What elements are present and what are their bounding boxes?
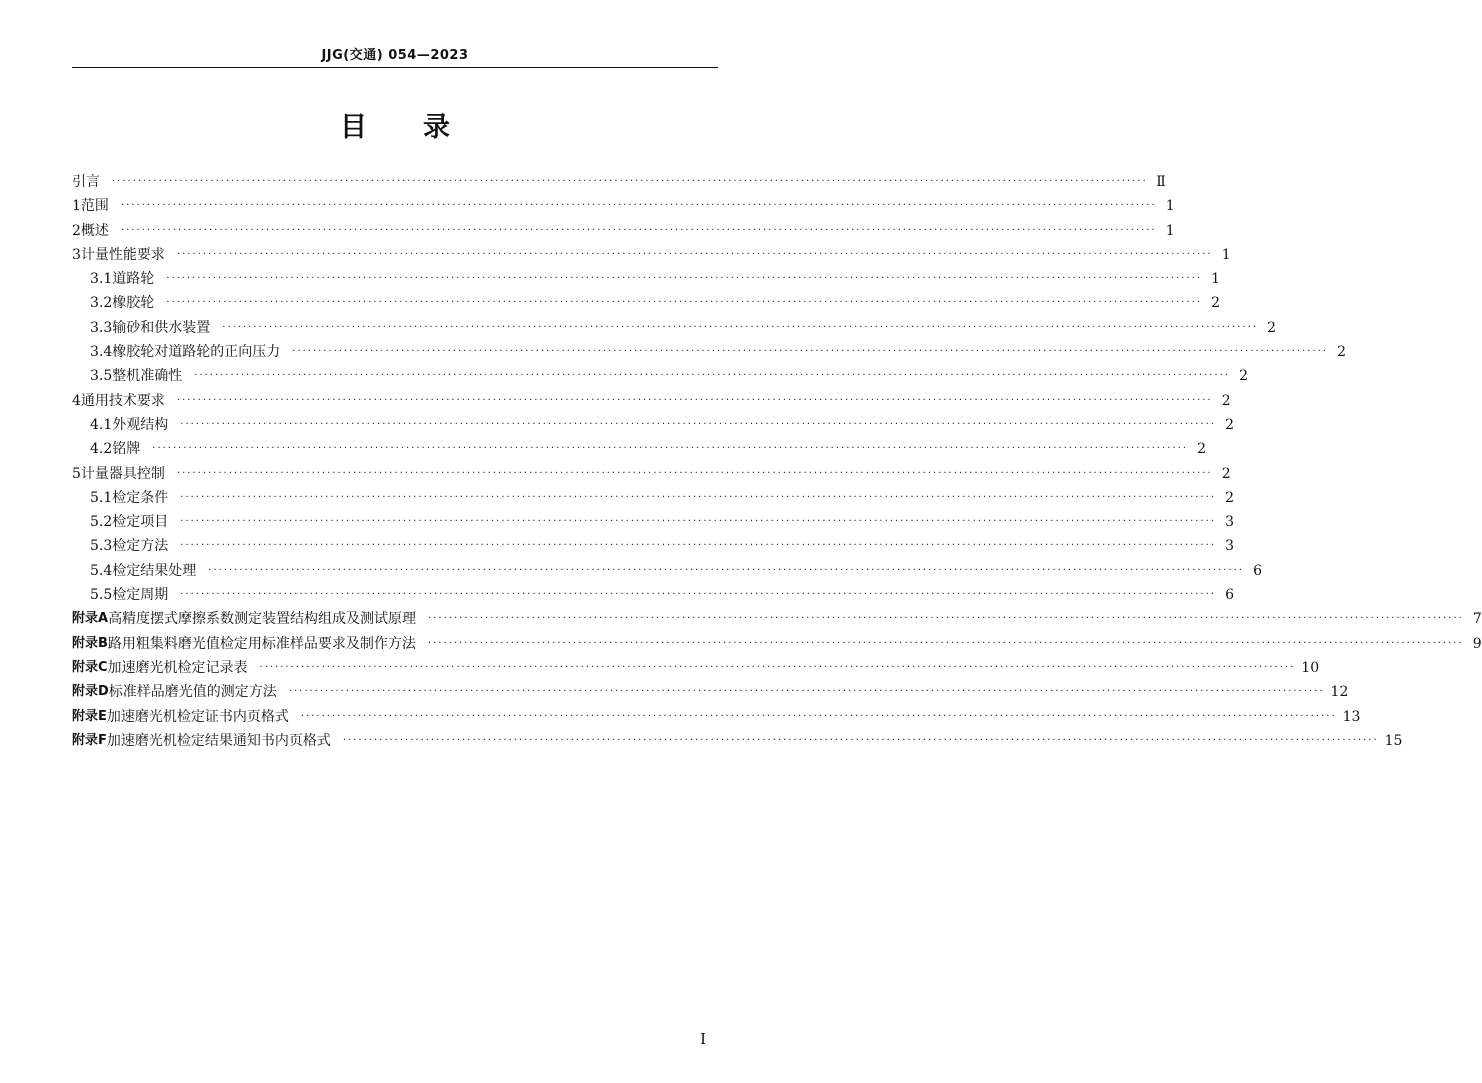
toc-entry-number: 5.5 bbox=[90, 587, 113, 604]
toc-entry-title: 引言 bbox=[72, 174, 100, 190]
toc-entry-title: 检定方法 bbox=[112, 538, 169, 555]
toc-leader-dots: ········································································································································································································ bbox=[259, 661, 1296, 673]
toc-entry-number: 3.2 bbox=[90, 295, 113, 312]
toc-entry-number: 2 bbox=[72, 222, 81, 239]
toc-entry[interactable] bbox=[72, 510, 1235, 534]
toc-entry-page: 2 bbox=[1239, 368, 1249, 385]
toc-entry-page: 13 bbox=[1342, 708, 1361, 725]
toc-entry-page: 2 bbox=[1221, 465, 1231, 482]
toc-entry-number: 3.3 bbox=[90, 319, 113, 336]
document-code-header: JJG(交通) 054—2023 bbox=[321, 48, 469, 63]
toc-entry-title: 标准样品磨光值的测定方法 bbox=[108, 684, 277, 701]
toc-entry[interactable] bbox=[72, 389, 1231, 413]
toc-entry[interactable] bbox=[72, 656, 1320, 680]
toc-entry-number: 附录A bbox=[72, 611, 109, 627]
toc-entry-number: 附录D bbox=[72, 684, 109, 700]
page-title bbox=[0, 105, 790, 144]
toc-entry-title: 橡胶轮对道路轮的正向压力 bbox=[112, 344, 281, 361]
toc-entry-title: 加速磨光机检定结果通知书内页格式 bbox=[106, 732, 331, 749]
toc-entry-number: 4 bbox=[72, 392, 81, 409]
toc-entry-page: 10 bbox=[1301, 659, 1320, 676]
toc-entry-number: 5.1 bbox=[90, 489, 113, 506]
toc-entry[interactable] bbox=[72, 583, 1235, 607]
toc-leader-dots: ········································································································································································································ bbox=[428, 613, 1464, 625]
toc-leader-dots: ········································································································································································································ bbox=[288, 686, 1325, 698]
toc-entry-title: 输砂和供水装置 bbox=[112, 319, 211, 336]
toc-entry-page: 2 bbox=[1211, 295, 1221, 312]
toc-entry-title: 整机准确性 bbox=[112, 368, 183, 385]
toc-entry-number: 附录B bbox=[72, 635, 108, 651]
toc-entry-title: 范围 bbox=[80, 198, 109, 215]
toc-entry-page: 15 bbox=[1384, 732, 1403, 749]
toc-entry-page: 1 bbox=[1221, 246, 1231, 263]
toc-entry-title: 橡胶轮 bbox=[112, 295, 155, 312]
toc-leader-dots: ········································································································································································································ bbox=[300, 710, 1337, 722]
toc-entry-title: 计量性能要求 bbox=[80, 246, 165, 263]
toc-entry[interactable] bbox=[72, 194, 1175, 218]
toc-entry-number: 附录C bbox=[72, 659, 108, 675]
toc-entry-title: 概述 bbox=[80, 222, 109, 239]
toc-leader-dots: ········································································································································································································ bbox=[112, 176, 1148, 187]
toc-entry[interactable] bbox=[72, 219, 1175, 243]
toc-leader-dots: ········································································································································································································ bbox=[208, 564, 1245, 576]
toc-entry[interactable] bbox=[72, 170, 1166, 194]
title-char-2: 录 bbox=[423, 112, 450, 143]
toc-entry-title: 检定结果处理 bbox=[112, 562, 197, 579]
toc-entry[interactable] bbox=[72, 340, 1347, 364]
toc-entry-title: 加速磨光机检定记录表 bbox=[107, 659, 248, 676]
toc-entry-title: 计量器具控制 bbox=[80, 465, 165, 482]
toc-leader-dots: ········································································································································································································ bbox=[180, 516, 1217, 528]
toc-entry-title: 路用粗集料磨光值检定用标准样品要求及制作方法 bbox=[107, 635, 416, 652]
toc-entry-number: 3.5 bbox=[90, 368, 113, 385]
toc-entry[interactable] bbox=[72, 486, 1235, 510]
toc-leader-dots: ········································································································································································································ bbox=[176, 467, 1213, 479]
toc-entry-page: 3 bbox=[1225, 538, 1235, 555]
toc-entry[interactable] bbox=[72, 462, 1231, 486]
toc-leader-dots: ········································································································································································································ bbox=[194, 370, 1231, 382]
toc-entry[interactable] bbox=[72, 243, 1231, 267]
toc-entry-number: 5.2 bbox=[90, 514, 113, 531]
toc-entry-number: 5 bbox=[72, 465, 81, 482]
toc-leader-dots: ········································································································································································································ bbox=[120, 224, 1157, 236]
toc-entry[interactable] bbox=[72, 267, 1221, 291]
toc-entry-title: 外观结构 bbox=[112, 416, 169, 433]
page-number: I bbox=[700, 1030, 706, 1048]
toc-entry-page: 2 bbox=[1197, 441, 1207, 458]
toc-entry[interactable] bbox=[72, 607, 1482, 631]
toc-entry-page: 2 bbox=[1221, 392, 1231, 409]
toc-entry-page: 9 bbox=[1472, 635, 1482, 652]
toc-leader-dots: ········································································································································································································ bbox=[427, 637, 1464, 649]
toc-entry-number: 4.2 bbox=[90, 441, 113, 458]
toc-entry-page: 3 bbox=[1225, 514, 1235, 531]
toc-leader-dots: ········································································································································································································ bbox=[180, 491, 1217, 503]
toc-leader-dots: ········································································································································································································ bbox=[152, 443, 1189, 455]
toc-leader-dots: ········································································································································································································ bbox=[176, 248, 1213, 260]
toc-entry-page: 7 bbox=[1472, 611, 1482, 628]
toc-entry-number: 附录F bbox=[72, 732, 107, 748]
toc-entry-number: 3 bbox=[72, 246, 81, 263]
toc-entry-number: 5.4 bbox=[90, 562, 113, 579]
toc-entry-page: Ⅱ bbox=[1156, 174, 1166, 190]
toc-entry-page: 6 bbox=[1253, 562, 1263, 579]
toc-leader-dots: ········································································································································································································ bbox=[166, 297, 1203, 309]
toc-entry-title: 检定项目 bbox=[112, 514, 169, 531]
toc-entry-title: 铭牌 bbox=[112, 441, 141, 458]
toc-entry[interactable] bbox=[72, 291, 1221, 315]
title-char-1: 目 bbox=[340, 112, 367, 143]
toc-entry-number: 3.1 bbox=[90, 271, 113, 288]
toc-entry-page: 2 bbox=[1337, 344, 1347, 361]
toc-entry[interactable] bbox=[72, 705, 1361, 729]
toc-entry[interactable] bbox=[72, 364, 1249, 388]
toc-leader-dots: ········································································································································································································ bbox=[166, 273, 1203, 285]
toc-entry[interactable] bbox=[72, 559, 1263, 583]
toc-leader-dots: ········································································································································································································ bbox=[120, 200, 1157, 212]
toc-entry-title: 道路轮 bbox=[112, 271, 155, 288]
toc-leader-dots: ········································································································································································································ bbox=[176, 394, 1213, 406]
toc-entry-page: 12 bbox=[1330, 684, 1349, 701]
toc-entry-page: 2 bbox=[1225, 489, 1235, 506]
toc-entry-page: 6 bbox=[1225, 587, 1235, 604]
toc-entry-page: 2 bbox=[1267, 319, 1277, 336]
toc-entry[interactable] bbox=[72, 413, 1235, 437]
toc-entry[interactable] bbox=[72, 729, 1403, 753]
toc-entry-page: 2 bbox=[1225, 416, 1235, 433]
table-of-contents bbox=[72, 170, 1482, 753]
toc-entry-number: 附录E bbox=[72, 708, 107, 724]
header-rule bbox=[72, 67, 718, 68]
toc-entry-title: 检定周期 bbox=[112, 587, 169, 604]
toc-leader-dots: ········································································································································································································ bbox=[292, 346, 1329, 358]
toc-leader-dots: ········································································································································································································ bbox=[180, 418, 1217, 430]
toc-entry-title: 加速磨光机检定证书内页格式 bbox=[106, 708, 289, 725]
toc-entry[interactable] bbox=[72, 534, 1235, 558]
toc-leader-dots: ········································································································································································································ bbox=[180, 540, 1217, 552]
toc-entry-number: 4.1 bbox=[90, 416, 113, 433]
toc-entry-title: 通用技术要求 bbox=[80, 392, 165, 409]
toc-entry-page: 1 bbox=[1165, 222, 1175, 239]
toc-entry-page: 1 bbox=[1211, 271, 1221, 288]
toc-entry[interactable] bbox=[72, 316, 1277, 340]
toc-entry[interactable] bbox=[72, 437, 1207, 461]
toc-entry-number: 5.3 bbox=[90, 538, 113, 555]
toc-entry-title: 检定条件 bbox=[112, 489, 169, 506]
toc-leader-dots: ········································································································································································································ bbox=[222, 321, 1259, 333]
toc-leader-dots: ········································································································································································································ bbox=[342, 734, 1379, 746]
toc-entry-number: 1 bbox=[72, 198, 81, 215]
toc-entry-number: 3.4 bbox=[90, 344, 113, 361]
toc-entry[interactable] bbox=[72, 680, 1349, 704]
toc-entry-page: 1 bbox=[1165, 198, 1175, 215]
toc-leader-dots: ········································································································································································································ bbox=[180, 589, 1217, 601]
toc-entry-title: 高精度摆式摩擦系数测定装置结构组成及测试原理 bbox=[108, 611, 417, 628]
toc-entry[interactable] bbox=[72, 632, 1482, 656]
